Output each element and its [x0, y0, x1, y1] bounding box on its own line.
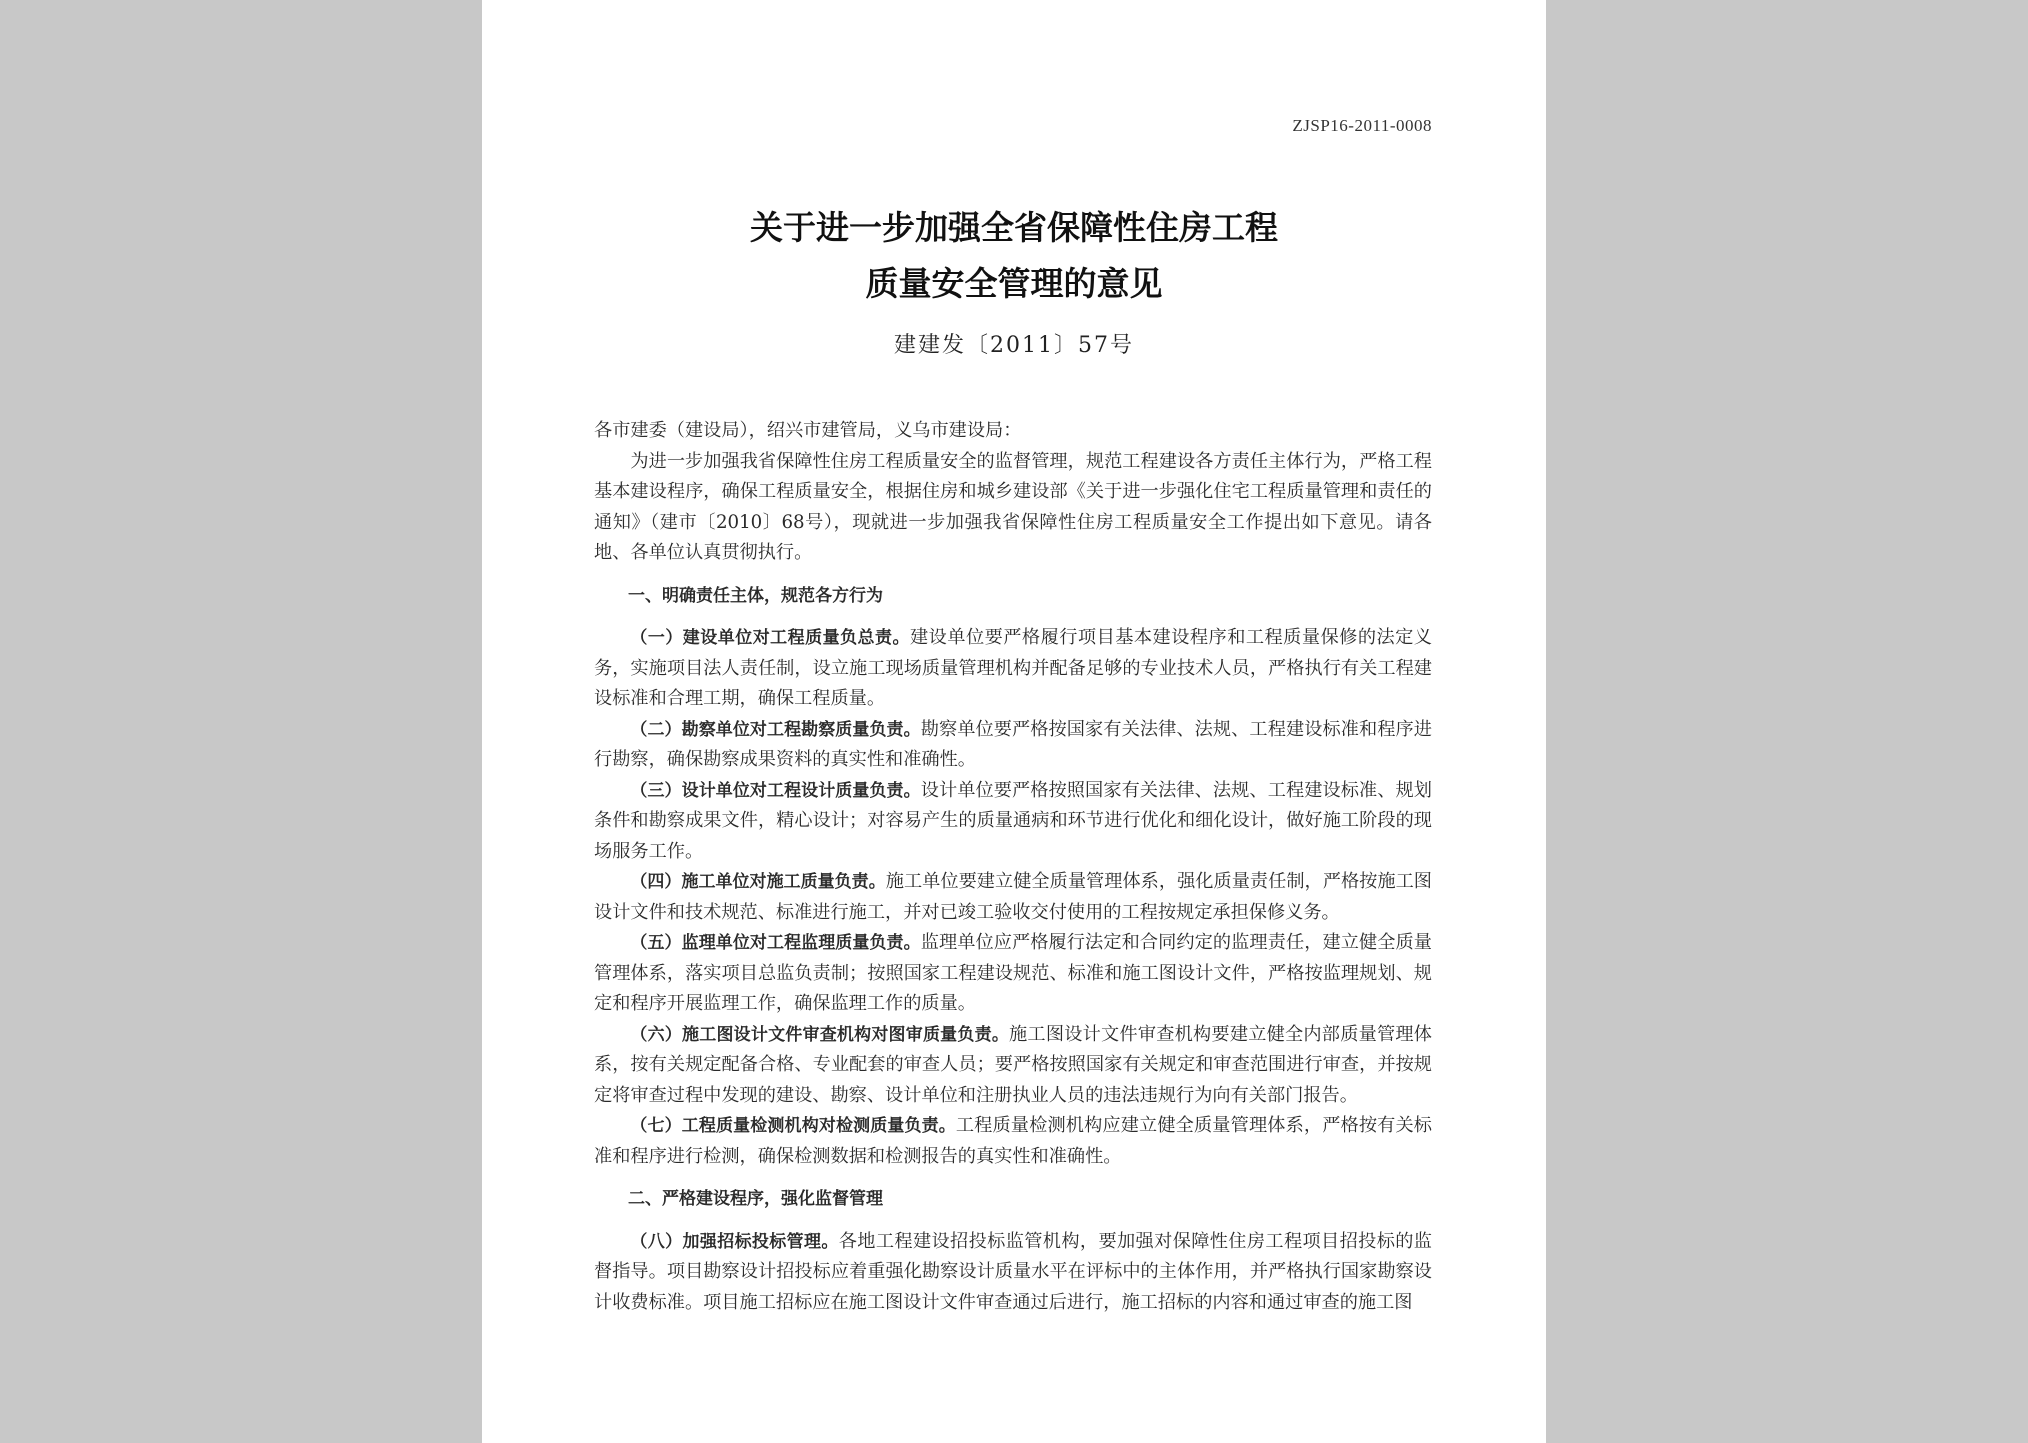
paragraph-item-8	[594, 1227, 1432, 1319]
item-text: 建设单位要严格履行项目基本建设程序和工程质量保修的法定义务，实施项目法人责任制，设立施工现场质量管理机构并配备足够的专业技术人员，严格执行有关工程建设标准和合理工期，确保工程质量。	[594, 627, 1432, 709]
paragraph-item-5	[594, 928, 1432, 1020]
paragraph-item-3	[594, 776, 1432, 868]
item-lead: （五）监理单位对工程监理质量负责。	[630, 933, 921, 953]
item-lead: （三）设计单位对工程设计质量负责。	[630, 780, 921, 801]
title-line-1: 关于进一步加强全省保障性住房工程	[750, 208, 1278, 247]
paragraph-item-1	[594, 623, 1432, 715]
item-text: 各地工程建设招投标监管机构，要加强对保障性住房工程项目招投标的监督指导。项目勘察设计招投标应着重强化勘察设计质量水平在评标中的主体作用，并严格执行国家勘察设计收费标准。项目施工招标应在施工图设计文件审查通过后进行，施工招标的内容和通过审查的施工图	[594, 1230, 1432, 1313]
item-lead: （六）施工图设计文件审查机构对图审质量负责。	[630, 1024, 1010, 1045]
document-title	[482, 200, 1546, 312]
item-text: 工程质量检测机构应建立健全质量管理体系，严格按有关标准和程序进行检测，确保检测数据和检测报告的真实性和准确性。	[594, 1115, 1432, 1167]
paragraph-item-6	[594, 1020, 1432, 1112]
section-heading-1: 一、明确责任主体，规范各方行为	[628, 585, 883, 606]
item-text: 施工图设计文件审查机构要建立健全内部质量管理体系，按有关规定配备合格、专业配套的审查人员；要严格按照国家有关规定和审查范围进行审查，并按规定将审查过程中发现的建设、勘察、设计单位和注册执业人员的违法违规行为向有关部门报告。	[594, 1023, 1432, 1106]
salutation: 各市建委（建设局），绍兴市建管局，义乌市建设局：	[594, 420, 1022, 441]
item-lead: （二）勘察单位对工程勘察质量负责。	[630, 719, 921, 740]
paragraph-item-4	[594, 867, 1432, 928]
item-lead: （八）加强招标投标管理。	[630, 1231, 839, 1252]
document-body	[594, 416, 1432, 1318]
intro-paragraph: 为进一步加强我省保障性住房工程质量安全的监督管理，规范工程建设各方责任主体行为，严格工程基本建设程序，确保工程质量安全，根据住房和城乡建设部《关于进一步强化住宅工程质量管理和责任的通知》（建市〔2010〕68号），现就进一步加强我省保障性住房工程质量安全工作提出如下意见。请各地、各单位认真贯彻执行。	[594, 450, 1432, 563]
section-heading-2: 二、严格建设程序，强化监督管理	[628, 1189, 883, 1209]
item-text: 监理单位应严格履行法定和合同约定的监理责任，建立健全质量管理体系，落实项目总监负责制；按照国家工程建设规范、标准和施工图设计文件，严格按监理规划、规定和程序开展监理工作，确保监理工作的质量。	[594, 932, 1432, 1014]
item-lead: （四）施工单位对施工质量负责。	[630, 872, 886, 892]
paragraph-item-2	[594, 715, 1432, 776]
title-line-2: 质量安全管理的意见	[865, 264, 1163, 303]
document-code: ZJSP16-2011-0008	[1292, 116, 1432, 135]
document-number: 建建发〔2011〕57号	[894, 333, 1134, 358]
paragraph-item-7	[594, 1111, 1432, 1172]
document-page	[482, 0, 1546, 1443]
item-text: 勘察单位要严格按国家有关法律、法规、工程建设标准和程序进行勘察，确保勘察成果资料的真实性和准确性。	[594, 718, 1432, 770]
item-text: 施工单位要建立健全质量管理体系，强化质量责任制，严格按施工图设计文件和技术规范、标准进行施工，并对已竣工验收交付使用的工程按规定承担保修义务。	[594, 871, 1432, 923]
item-text: 设计单位要严格按照国家有关法律、法规、工程建设标准、规划条件和勘察成果文件，精心设计；对容易产生的质量通病和环节进行优化和细化设计，做好施工阶段的现场服务工作。	[594, 779, 1432, 862]
item-lead: （七）工程质量检测机构对检测质量负责。	[630, 1116, 956, 1136]
item-lead: （一）建设单位对工程质量负总责。	[630, 628, 910, 648]
